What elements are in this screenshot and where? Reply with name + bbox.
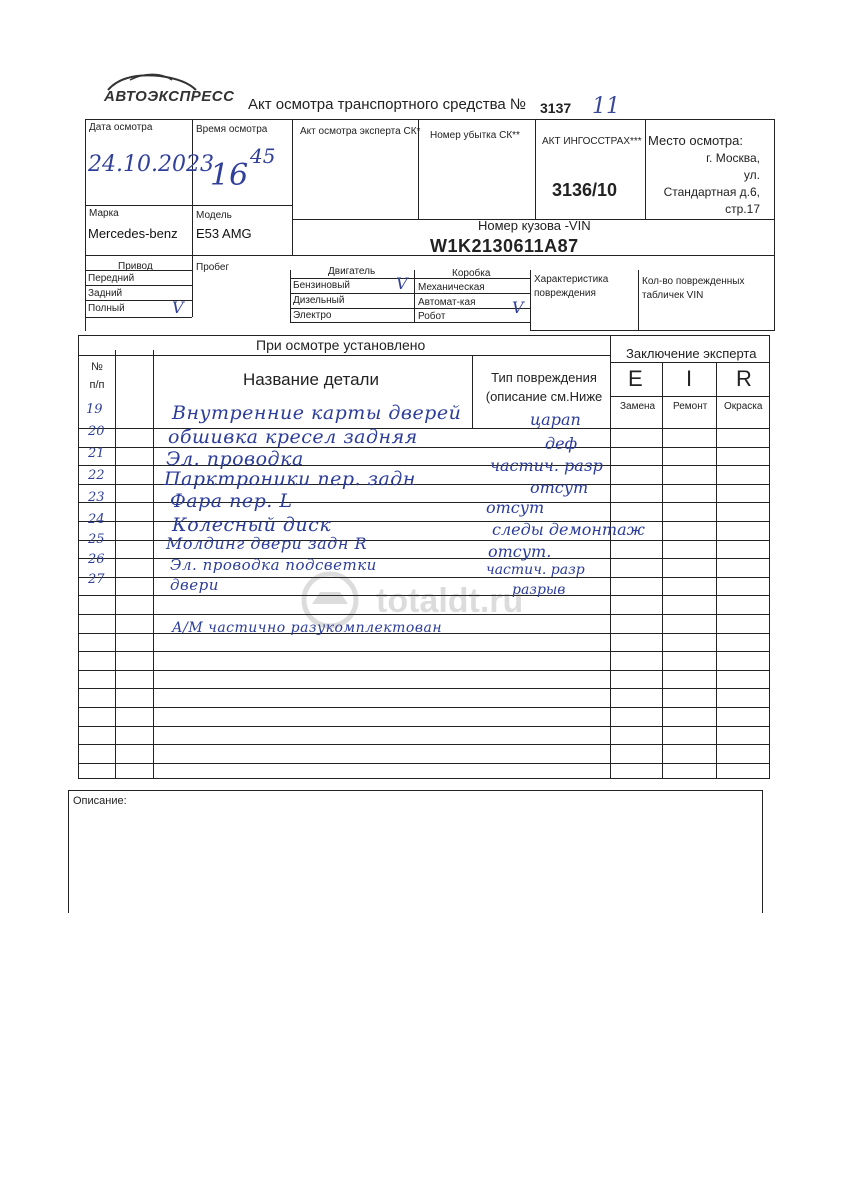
loss-number-label: Номер убытка СК** bbox=[430, 130, 520, 141]
drive-full-checkmark: V bbox=[172, 298, 184, 317]
table-row-line bbox=[78, 670, 770, 671]
row-damage: деф bbox=[545, 434, 578, 453]
row-damage: отсут. bbox=[488, 542, 552, 561]
brand-label: Марка bbox=[89, 208, 119, 219]
row-number: 26 bbox=[88, 552, 105, 567]
table-row-line bbox=[78, 763, 770, 764]
time-hours: 16 bbox=[210, 158, 249, 193]
table-row-line bbox=[78, 707, 770, 708]
letter-i: I bbox=[686, 366, 693, 391]
gearbox-option-auto: Автомат-кая bbox=[418, 297, 476, 308]
drive-option-full: Полный bbox=[88, 303, 125, 314]
expert-act-label: Акт осмотра эксперта СК* bbox=[300, 126, 421, 137]
row-number: 27 bbox=[88, 572, 105, 587]
ingos-label: АКТ ИНГОССТРАХ*** bbox=[542, 136, 642, 147]
gearbox-option-manual: Механическая bbox=[418, 282, 485, 293]
description-label: Описание: bbox=[73, 795, 127, 807]
drive-option-front: Передний bbox=[88, 273, 135, 284]
sub-header-repair: Ремонт bbox=[673, 401, 708, 412]
ingos-value: 3136/10 bbox=[552, 180, 618, 200]
engine-option-diesel: Дизельный bbox=[293, 295, 345, 306]
engine-option-petrol: Бензиновый bbox=[293, 280, 350, 291]
gearbox-option-robot: Робот bbox=[418, 311, 446, 322]
row-part: Фара пер. L bbox=[170, 490, 293, 512]
row-part: Эл. проводка bbox=[166, 448, 304, 470]
place-line: г. Москва, bbox=[706, 151, 760, 165]
watermark-text: totaldt.ru bbox=[376, 582, 524, 620]
drive-option-rear: Задний bbox=[88, 288, 123, 299]
conclusion-title: Заключение эксперта bbox=[626, 346, 757, 361]
time-label: Время осмотра bbox=[196, 124, 268, 135]
row-part: двери bbox=[170, 576, 219, 594]
row-damage: частич. разр bbox=[490, 456, 603, 475]
row-damage: отсут bbox=[486, 498, 545, 517]
row-part: Внутренние карты дверей bbox=[172, 402, 462, 424]
row-part: Парктроники пер. задн bbox=[164, 468, 416, 490]
damage-char-label: Характеристика повреждения bbox=[534, 274, 609, 299]
row-number: 22 bbox=[88, 468, 105, 483]
sub-header-paint: Окраска bbox=[724, 401, 763, 412]
row-damage: царап bbox=[530, 410, 581, 429]
date-label: Дата осмотра bbox=[89, 122, 153, 133]
date-value: 24.10.2023 bbox=[88, 152, 214, 177]
act-number: 3137 bbox=[540, 100, 572, 116]
letter-r: R bbox=[736, 366, 752, 391]
place-label: Место осмотра: bbox=[648, 133, 743, 148]
table-row-line bbox=[78, 744, 770, 745]
description-box bbox=[68, 790, 763, 913]
company-logo bbox=[100, 70, 235, 110]
row-damage: отсут bbox=[530, 478, 589, 497]
row-number: 25 bbox=[88, 532, 105, 547]
row-part: обшивка кресел задняя bbox=[168, 426, 418, 448]
extra-note: А/М частично разукомплектован bbox=[172, 620, 443, 636]
findings-section-title: При осмотре установлено bbox=[256, 337, 426, 353]
row-damage: разрыв bbox=[512, 582, 566, 598]
table-row-line bbox=[78, 688, 770, 689]
place-line: ул. bbox=[743, 168, 760, 182]
row-part: Молдинг двери задн R bbox=[166, 534, 367, 553]
row-number: 19 bbox=[86, 402, 103, 417]
table-row-line bbox=[78, 651, 770, 652]
row-damage: частич. разр bbox=[486, 562, 585, 578]
row-number: 24 bbox=[88, 512, 105, 527]
engine-petrol-checkmark: V bbox=[396, 274, 408, 293]
row-number: 21 bbox=[88, 446, 105, 461]
place-line: стр.17 bbox=[725, 202, 760, 216]
vin-label: Номер кузова -VIN bbox=[478, 218, 591, 233]
model-value: E53 AMG bbox=[196, 226, 252, 241]
row-damage: следы демонтаж bbox=[492, 520, 645, 539]
engine-option-electric: Электро bbox=[293, 310, 332, 321]
row-part: Эл. проводка подсветки bbox=[170, 556, 377, 574]
gearbox-label: Коробка bbox=[452, 268, 491, 279]
damage-type-header: Тип повреждения (описание см.Ниже bbox=[485, 370, 603, 404]
vin-value: W1K2130611A87 bbox=[430, 236, 579, 256]
time-minutes: 45 bbox=[250, 144, 276, 168]
engine-label: Двигатель bbox=[328, 266, 376, 277]
document-title: Акт осмотра транспортного средства № bbox=[248, 96, 527, 113]
place-line: Стандартная д.6, bbox=[663, 185, 760, 199]
part-header: Название детали bbox=[243, 370, 379, 389]
table-row-line bbox=[78, 726, 770, 727]
brand-value: Mercedes-benz bbox=[88, 226, 178, 241]
place-address bbox=[648, 150, 760, 218]
row-number: 20 bbox=[88, 424, 105, 439]
gearbox-auto-checkmark: V bbox=[512, 298, 524, 317]
model-label: Модель bbox=[196, 210, 232, 221]
watermark bbox=[290, 570, 590, 640]
num-header: № п/п bbox=[89, 361, 105, 391]
row-part: Колесный диск bbox=[172, 514, 332, 536]
act-number-handwritten: 11 bbox=[592, 94, 620, 119]
drive-label: Привод bbox=[118, 261, 153, 272]
letter-e: E bbox=[628, 366, 643, 391]
row-number: 23 bbox=[88, 490, 105, 505]
sub-header-replace: Замена bbox=[620, 401, 656, 412]
vin-plates-label: Кол-во поврежденных табличек VIN bbox=[642, 276, 745, 301]
car-watermark-icon bbox=[290, 570, 370, 630]
logo-text: АВТОЭКСПРЕСС bbox=[104, 88, 235, 105]
mileage-label: Пробег bbox=[196, 262, 230, 273]
